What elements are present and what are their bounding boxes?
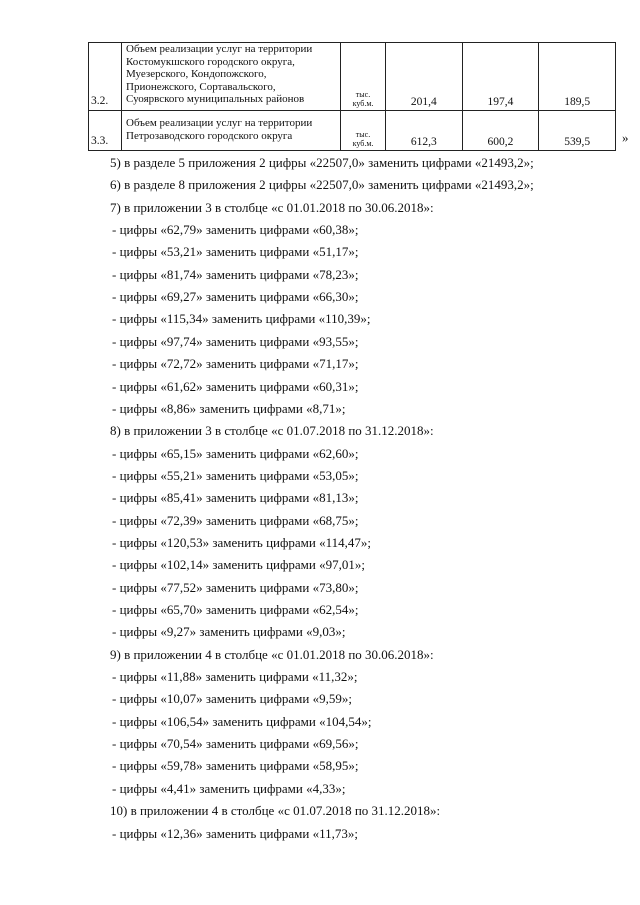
row-name-line: Петрозаводского городского округа xyxy=(126,129,293,142)
value-cell: 201,4 xyxy=(386,43,463,111)
row-name-line: Суоярвского муниципальных районов xyxy=(126,93,305,105)
unit-line: куб.м. xyxy=(352,99,374,108)
replacement-item: - цифры «55,21» заменить цифрами «53,05»; xyxy=(112,467,359,483)
row-name-line: Объем реализации услуг на территории xyxy=(126,43,313,55)
replacement-item: - цифры «70,54» заменить цифрами «69,56»; xyxy=(112,736,359,752)
table-row xyxy=(89,111,616,151)
replacement-item: - цифры «77,52» заменить цифрами «73,80»; xyxy=(112,579,359,595)
value-cell: 197,4 xyxy=(462,43,539,111)
amendment-heading: 8) в приложении 3 в столбце «с 01.07.2018 по 31.12.2018»: xyxy=(110,423,434,439)
row-name xyxy=(122,111,341,151)
replacement-item: - цифры «9,27» заменить цифрами «9,03»; xyxy=(112,624,346,640)
row-name xyxy=(122,43,341,111)
replacement-item: - цифры «12,36» заменить цифрами «11,73»; xyxy=(112,825,358,841)
replacement-item: - цифры «65,70» заменить цифрами «62,54»; xyxy=(112,602,359,617)
replacement-item: - цифры «81,74» заменить цифрами «78,23»; xyxy=(112,266,359,282)
replacement-item: - цифры «53,21» заменить цифрами «51,17»; xyxy=(112,244,359,260)
replacement-item: - цифры «10,07» заменить цифрами «9,59»; xyxy=(112,691,352,707)
row-name-line: Объем реализации услуг на территории xyxy=(126,117,313,129)
replacement-item: - цифры «102,14» заменить цифрами «97,01»; xyxy=(112,557,365,573)
replacement-item: - цифры «62,79» заменить цифрами «60,38»; xyxy=(112,222,359,238)
replacement-item: - цифры «69,27» заменить цифрами «66,30»; xyxy=(112,289,359,305)
replacement-item: - цифры «4,41» заменить цифрами «4,33»; xyxy=(112,780,346,796)
replacement-item: - цифры «115,34» заменить цифрами «110,39»; xyxy=(112,311,371,327)
replacement-item: - цифры «8,86» заменить цифрами «8,71»; xyxy=(112,400,346,416)
replacement-item: - цифры «72,39» заменить цифрами «68,75»; xyxy=(112,512,359,528)
amendment-heading: 6) в разделе 8 приложения 2 цифры «22507,0» заменить цифрами «21493,2»; xyxy=(110,177,534,193)
replacement-item: - цифры «59,78» заменить цифрами «58,95»; xyxy=(112,758,359,774)
row-unit xyxy=(341,111,386,151)
row-number: 3.3. xyxy=(89,111,122,151)
replacement-item: - цифры «61,62» заменить цифрами «60,31»; xyxy=(112,378,359,394)
replacement-item: - цифры «65,15» заменить цифрами «62,60»; xyxy=(112,445,359,461)
replacement-item: - цифры «85,41» заменить цифрами «81,13»; xyxy=(112,490,359,506)
replacement-item: - цифры «72,72» заменить цифрами «71,17»; xyxy=(112,356,359,372)
amendment-heading: 7) в приложении 3 в столбце «с 01.01.2018 по 30.06.2018»: xyxy=(110,199,434,215)
replacement-item: - цифры «97,74» заменить цифрами «93,55»; xyxy=(112,333,359,349)
replacement-item: - цифры «106,54» заменить цифрами «104,54»; xyxy=(112,713,372,729)
amendment-heading: 10) в приложении 4 в столбце «с 01.07.2018 по 31.12.2018»: xyxy=(110,803,441,819)
unit-line: куб.м. xyxy=(352,139,374,148)
unit-line: тыс. xyxy=(355,130,371,139)
row-name-line: Муезерского, Кондопожского, xyxy=(126,68,267,80)
unit-line: тыс. xyxy=(355,90,371,99)
replacement-item: - цифры «11,88» заменить цифрами «11,32»; xyxy=(112,669,358,685)
value-cell: 612,3 xyxy=(386,111,463,151)
amendment-heading: 9) в приложении 4 в столбце «с 01.01.2018 по 30.06.2018»: xyxy=(110,646,434,662)
value-cell: 189,5 xyxy=(539,43,616,111)
row-name-line: Прионежского, Сортавальского, xyxy=(126,80,276,93)
value-cell: 600,2 xyxy=(462,111,539,151)
replacement-item: - цифры «120,53» заменить цифрами «114,47»; xyxy=(112,534,371,550)
value-cell: 539,5 xyxy=(539,111,616,151)
tariff-table xyxy=(88,42,616,150)
row-number: 3.2. xyxy=(89,43,122,111)
row-unit xyxy=(341,43,386,111)
closing-quote: » xyxy=(622,130,629,145)
amendment-heading: 5) в разделе 5 приложения 2 цифры «22507,0» заменить цифрами «21493,2»; xyxy=(110,155,534,170)
table-row xyxy=(89,43,616,111)
row-name-line: Костомукшского городского округа, xyxy=(126,55,295,68)
